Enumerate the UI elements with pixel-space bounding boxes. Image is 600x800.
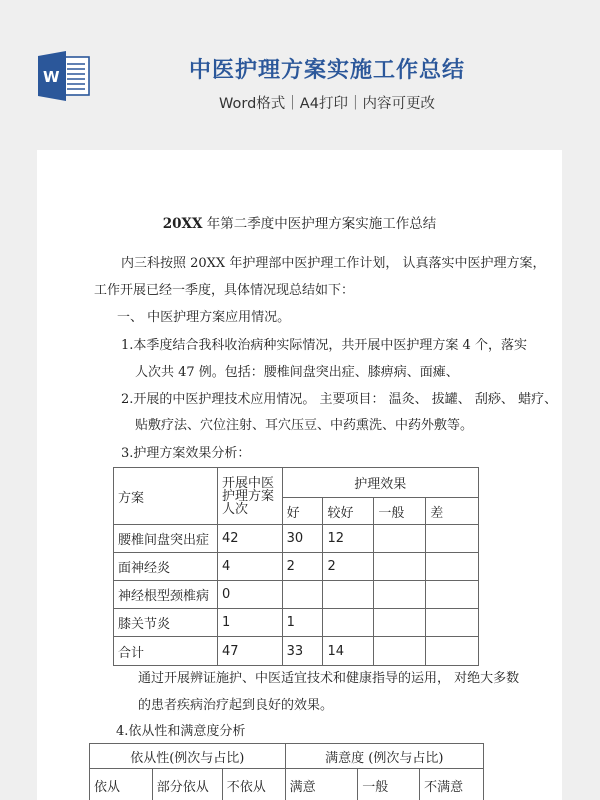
cell-fair: 14 [323,637,374,666]
cell-poor [426,525,479,553]
cell-poor [426,553,479,581]
cell-poor [426,637,479,666]
header-poor: 差 [426,498,479,525]
section-heading-1: 一、 中医护理方案应用情况。 [117,310,291,325]
cell-average [374,581,426,609]
cell-count: 42 [217,525,282,553]
item-2-line-2: 贴敷疗法、穴位注射、耳穴压豆、中药熏洗、中药外敷等。 [135,418,474,433]
header-dissatisfied: 不满意 [420,769,484,800]
table-row-total [114,637,479,666]
item-1-line-1: 1.本季度结合我科收治病种实际情况，共开展中医护理方案 4 个，落实 [121,338,527,353]
cell-average [374,553,426,581]
item-4: 4.依从性和满意度分析 [116,724,246,739]
document-title-text: 年第二季度中医护理方案实施工作总结 [202,216,437,232]
cell-fair [323,609,374,637]
document-title-year: 20XX [162,216,203,232]
table-row [114,581,479,609]
header-effect: 护理效果 [282,468,478,498]
item-3: 3.护理方案效果分析： [121,446,251,461]
header-compliance: 依从性(例次与占比) [90,744,286,769]
table-row [114,525,479,553]
cell-good: 1 [282,609,323,637]
cell-count: 4 [217,553,282,581]
document-page [37,150,562,800]
compliance-table [89,743,484,800]
header-count: 开展中医护理方案人次 [217,468,282,525]
cell-good [282,581,323,609]
cell-plan: 合计 [114,637,218,666]
item-2-line-1: 2.开展的中医护理技术应用情况。 主要项目： 温灸、 拔罐、 刮痧、 蜡疗、 [121,392,558,407]
header-satisfied: 满意 [285,769,358,800]
cell-plan: 神经根型颈椎病 [114,581,218,609]
cell-plan: 膝关节炎 [114,609,218,637]
cell-fair: 2 [323,553,374,581]
effect-summary-line-1: 通过开展辨证施护、中医适宜技术和健康指导的运用， 对绝大多数 [138,671,520,686]
cell-count: 0 [217,581,282,609]
header-neutral: 一般 [358,769,420,800]
effect-summary-line-2: 的患者疾病治疗起到良好的效果。 [138,698,334,713]
cell-count: 47 [217,637,282,666]
cell-fair [323,581,374,609]
svg-text:W: W [43,68,60,86]
header [0,0,600,150]
cell-fair: 12 [323,525,374,553]
header-partial: 部分依从 [152,769,222,800]
effect-table [113,467,479,666]
header-subtitle: Word格式｜A4打印｜内容可更改 [219,96,435,112]
table-row [114,553,479,581]
cell-plan: 面神经炎 [114,553,218,581]
cell-count: 1 [217,609,282,637]
cell-poor [426,609,479,637]
item-1-line-2: 人次共 47 例。包括：腰椎间盘突出症、膝痹病、面瘫、 [135,365,459,380]
cell-average [374,609,426,637]
header-plan: 方案 [114,468,218,525]
header-noncompliant: 不依从 [222,769,285,800]
cell-poor [426,581,479,609]
cell-good: 33 [282,637,323,666]
header-title: 中医护理方案实施工作总结 [188,58,465,83]
header-fair: 较好 [323,498,374,525]
cell-good: 2 [282,553,323,581]
cell-average [374,525,426,553]
header-satisfaction: 满意度 (例次与占比) [285,744,483,769]
cell-average [374,637,426,666]
table-row [114,609,479,637]
cell-plan: 腰椎间盘突出症 [114,525,218,553]
document-title [37,212,562,232]
cell-good: 30 [282,525,323,553]
intro-line-2: 工作开展已经一季度，具体情况现总结如下： [94,283,355,298]
intro-line-1: 内三科按照 20XX 年护理部中医护理工作计划， 认真落实中医护理方案， [121,256,546,271]
header-good: 好 [282,498,323,525]
header-compliant: 依从 [90,769,153,800]
header-average: 一般 [374,498,426,525]
